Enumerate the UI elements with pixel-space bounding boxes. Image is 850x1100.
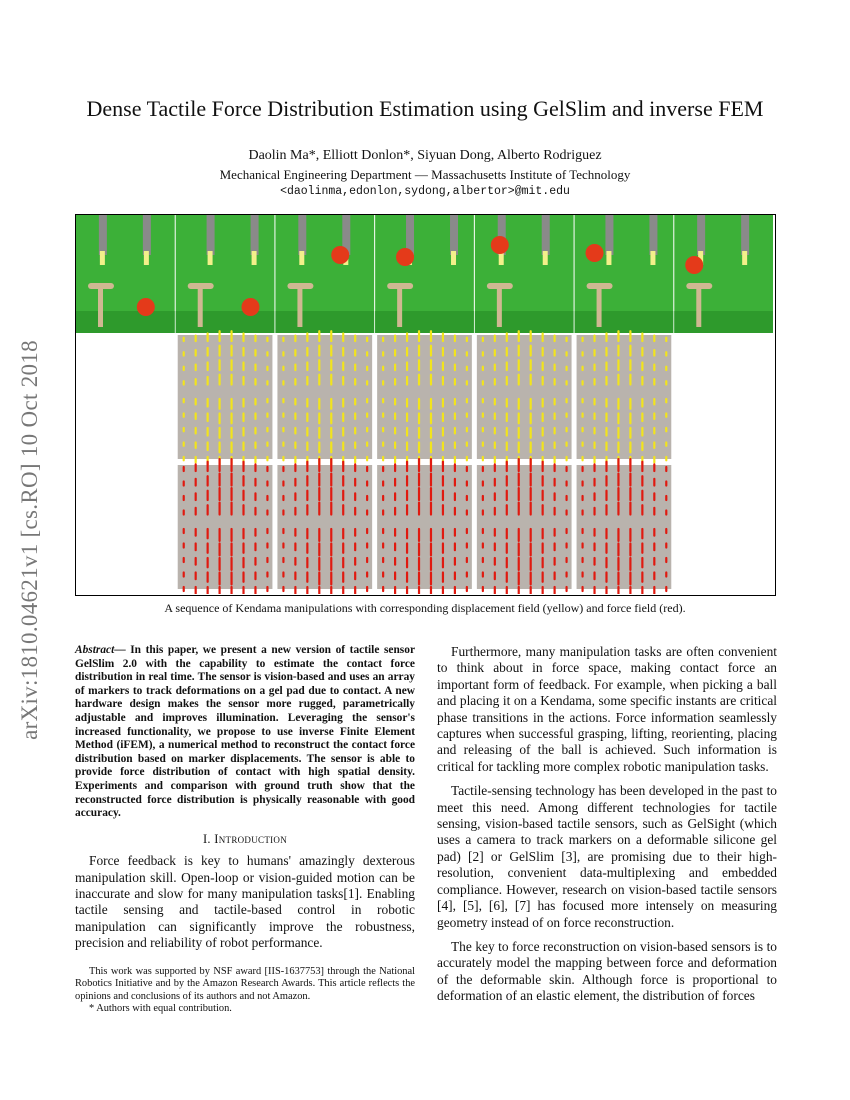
red-ball	[331, 246, 349, 264]
gripper-finger	[542, 215, 550, 255]
gel-image	[178, 335, 273, 459]
red-ball	[137, 298, 155, 316]
kendama-stick	[397, 285, 402, 327]
kendama-stick	[297, 285, 302, 327]
gripper-light	[252, 251, 257, 265]
gel-image	[277, 465, 372, 589]
gripper-finger	[207, 215, 215, 255]
right-paragraph-2: Tactile-sensing technology has been developed in the past to meet this need. Among different technologies for tactile sensing, vision-based tactile sensors, such as GelSight (which uses a camera to track markers on a deformable silicone gel pad) [2] or GelSlim [3], are promising due to their high-resolution, convenient data-multiplexing and embedded compliance. However, research on vision-based tactile sensors [4], [5], [6], [7] has focused more intensely on measuring geometry instead of on force reconstruction.	[437, 783, 777, 930]
gel-image	[577, 335, 672, 459]
gel-image	[477, 465, 572, 589]
gripper-light	[742, 251, 747, 265]
gripper-light	[299, 251, 304, 265]
kendama-stick	[198, 285, 203, 327]
paper-title: Dense Tactile Force Distribution Estimation using GelSlim and inverse FEM	[86, 96, 764, 121]
gripper-finger	[143, 215, 151, 255]
author-emails: <daolinma,edonlon,sydong,albertor>@mit.edu	[280, 185, 570, 198]
gripper-finger	[450, 215, 458, 255]
footnotes	[75, 966, 415, 1016]
red-ball	[242, 298, 260, 316]
gripper-light	[100, 251, 105, 265]
arxiv-identifier	[8, 300, 52, 780]
footnote-funding: This work was supported by NSF award [IIS-1637753] through the National Robotics Initiative and by the Amazon Research Awards. This article reflects the opinions and conclusions of its authors and not Amazon.	[75, 965, 415, 1002]
left-column	[75, 644, 415, 1016]
red-ball	[685, 256, 703, 274]
red-ball	[396, 248, 414, 266]
photo-table	[76, 311, 175, 333]
gel-image	[577, 465, 672, 589]
kendama-cross	[387, 283, 413, 289]
gripper-light	[650, 251, 655, 265]
kendama-stick	[98, 285, 103, 327]
red-ball	[586, 244, 604, 262]
figure-canvas	[76, 215, 774, 594]
teaser-figure	[75, 214, 776, 596]
gripper-light	[144, 251, 149, 265]
kendama-stick	[497, 285, 502, 327]
kendama-cross	[287, 283, 313, 289]
kendama-cross	[188, 283, 214, 289]
gel-image	[377, 465, 472, 589]
gripper-light	[606, 251, 611, 265]
right-paragraph-1: Furthermore, many manipulation tasks are often convenient to think about in force space, making contact force an important form of feedback. For example, when picking a ball and placing it on a Kendama, some specific instants are critical phase transitions in the actions. Force information seamlessly captures when successful grasping, lifting, reorienting, placing and releasing of the ball is achieved. Such information is critical for tackling more complex robotic manipulation tasks.	[437, 644, 777, 774]
red-ball	[491, 236, 509, 254]
gripper-finger	[741, 215, 749, 255]
gripper-finger	[99, 215, 107, 255]
gel-image	[377, 335, 472, 459]
photo-table	[674, 311, 773, 333]
photo-table	[176, 311, 275, 333]
kendama-stick	[597, 285, 602, 327]
kendama-cross	[487, 283, 513, 289]
affiliation: Mechanical Engineering Department — Massachusetts Institute of Technology	[219, 167, 631, 182]
photo-table	[375, 311, 474, 333]
photo-table	[475, 311, 574, 333]
author-list: Daolin Ma*, Elliott Donlon*, Siyuan Dong, Alberto Rodriguez	[248, 148, 602, 163]
gel-image	[477, 335, 572, 459]
gel-image	[277, 335, 372, 459]
kendama-cross	[686, 283, 712, 289]
intro-paragraph: Force feedback is key to humans' amazingly dexterous manipulation skill. Open-loop or vision-guided motion can be inaccurate and slow for many manipulation tasks[1]. Enabling tactile sensing and tactile-based control in robotic manipulation can significantly improve the robustness, precision and reliability of robot performance.	[75, 853, 415, 951]
abstract-text: — In this paper, we present a new version of tactile sensor GelSlim 2.0 with the capability to estimate the contact force distribution in real time. The sensor is vision-based and uses an array of markers to track deformations on a gel pad due to contact. A new hardware design makes the sensor more rugged, parametrically adjustable and improves illumination. Leveraging the sensor's increased functionality, we propose to use inverse Finite Element Method (iFEM), a numerical method to reconstruct the contact force distribution based on marker displacements. The sensor is able to provide force distribution of contact with high spatial density. Experiments and comparison with ground truth show that the reconstructed force distribution is physically reasonable with good accuracy.	[75, 644, 415, 820]
photo-table	[575, 311, 674, 333]
gripper-light	[543, 251, 548, 265]
gripper-finger	[649, 215, 657, 255]
right-column	[437, 644, 777, 1013]
kendama-cross	[88, 283, 114, 289]
kendama-cross	[587, 283, 613, 289]
section-heading-introduction: I. Introduction	[202, 831, 288, 846]
gripper-light	[451, 251, 456, 265]
gripper-finger	[697, 215, 705, 255]
abstract-label: Abstract	[75, 644, 115, 656]
right-paragraph-3: The key to force reconstruction on vision-based sensors is to accurately model the mapping between force and deformation of the deformable skin. Although force is proportional to deformation of an elastic element, the distribution of forces	[437, 938, 777, 1004]
photo-table	[275, 311, 374, 333]
abstract	[75, 644, 415, 821]
gripper-light	[208, 251, 213, 265]
gripper-finger	[605, 215, 613, 255]
arxiv-identifier-text: arXiv:1810.04621v1 [cs.RO] 10 Oct 2018	[17, 340, 42, 740]
kendama-stick	[696, 285, 701, 327]
figure-caption: A sequence of Kendama manipulations with corresponding displacement field (yellow) and force field (red).	[164, 601, 686, 615]
gripper-finger	[251, 215, 259, 255]
gripper-finger	[298, 215, 306, 255]
footnote-equal-contribution: * Authors with equal contribution.	[89, 1003, 232, 1015]
gel-image	[178, 465, 273, 589]
